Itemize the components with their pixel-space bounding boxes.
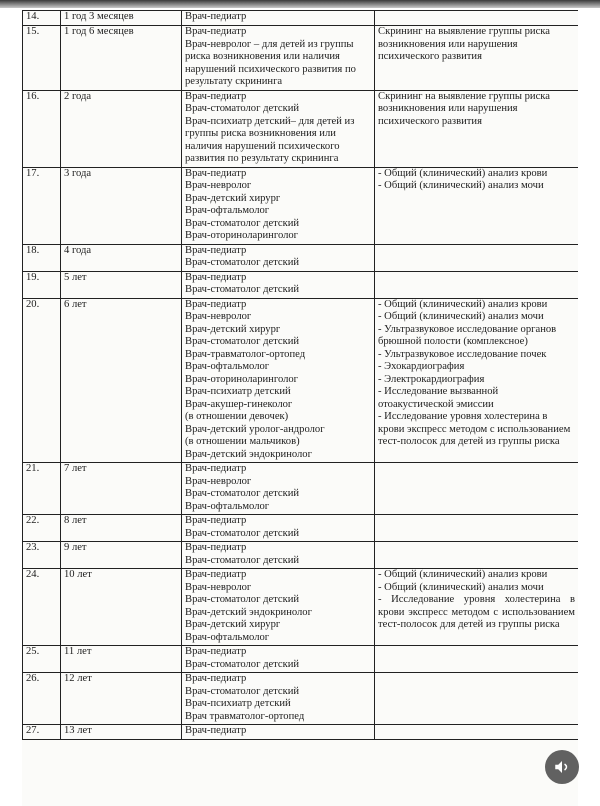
table-row xyxy=(23,11,579,26)
doctors-cell xyxy=(182,646,375,673)
doctor-item: Врач-офтальмолог xyxy=(185,361,270,372)
exams-cell xyxy=(375,167,579,244)
doctor-item: Врач-невролог xyxy=(185,475,252,487)
exam-item: - Ультразвуковое исследование органов брюшной полости (комплексное) xyxy=(378,323,557,347)
row-number: 14. xyxy=(23,11,61,26)
doctors-cell xyxy=(182,542,375,569)
table-row xyxy=(23,646,579,673)
doctor-item: Врач-офтальмолог xyxy=(185,631,270,643)
table-row xyxy=(23,515,579,542)
exam-item: - Общий (клинический) анализ крови xyxy=(378,569,548,580)
doctor-item: Врач-педиатр xyxy=(185,515,247,526)
doctor-item: (в отношении мальчиков) xyxy=(185,436,300,447)
doctor-item: Врач-стоматолог детский xyxy=(185,554,300,566)
doctor-item: Врач-невролог xyxy=(185,180,252,191)
age-cell: 7 лет xyxy=(61,463,182,515)
age-cell: 5 лет xyxy=(61,271,182,298)
doctors-cell xyxy=(182,515,375,542)
row-number: 19. xyxy=(23,271,61,298)
row-number: 26. xyxy=(23,673,61,725)
doctor-item: Врач-стоматолог детский xyxy=(185,685,300,697)
exam-item: Скрининг на выявление группы риска возникновения или нарушения психического развития xyxy=(378,90,550,127)
table-row xyxy=(23,569,579,646)
exams-cell xyxy=(375,569,579,646)
exam-item: - Электрокардиография xyxy=(378,373,485,385)
exam-item: - Общий (клинический) анализ крови xyxy=(378,167,548,179)
doctors-cell xyxy=(182,298,375,463)
exams-cell xyxy=(375,298,579,463)
age-cell: 10 лет xyxy=(61,569,182,646)
row-number: 27. xyxy=(23,725,61,740)
doctor-item: Врач-педиатр xyxy=(185,725,247,736)
table-row xyxy=(23,244,579,271)
doctors-cell xyxy=(182,673,375,725)
row-number: 25. xyxy=(23,646,61,673)
doctors-cell xyxy=(182,26,375,91)
doctors-cell xyxy=(182,11,375,26)
row-number: 24. xyxy=(23,569,61,646)
age-cell: 13 лет xyxy=(61,725,182,740)
doctor-item: Врач-педиатр xyxy=(185,11,247,22)
doctor-item: Врач-детский хирург xyxy=(185,323,281,335)
doctor-item: Врач-невролог xyxy=(185,581,252,593)
doctors-cell xyxy=(182,463,375,515)
doctors-cell xyxy=(182,725,375,740)
table-row xyxy=(23,26,579,91)
document-page xyxy=(22,10,578,806)
doctor-item: Врач-педиатр xyxy=(185,542,247,553)
exams-cell xyxy=(375,725,579,740)
exam-item: - Общий (клинический) анализ мочи xyxy=(378,581,544,593)
doctor-item: Врач травматолог-ортопед xyxy=(185,710,305,722)
doctor-item: Врач-невролог – для детей из группы риска возникновения или наличия нарушений психического развития по результату скрининга xyxy=(185,38,356,87)
table-row xyxy=(23,463,579,515)
age-cell: 2 года xyxy=(61,90,182,167)
age-cell: 11 лет xyxy=(61,646,182,673)
exam-item: - Исследование уровня холестерина в крови экспресс методом с использованием тест-полосок для детей из группы риска xyxy=(378,411,571,447)
table-row xyxy=(23,271,579,298)
audio-toggle-button[interactable] xyxy=(545,750,579,784)
doctor-item: Врач-оториноларинголог xyxy=(185,230,299,241)
doctor-item: Врач-психиатр детский– для детей из группы риска возникновения или наличия нарушений психического развития по результату скрининга xyxy=(185,115,355,164)
exam-item: - Эхокардиография xyxy=(378,361,465,372)
doctors-cell xyxy=(182,90,375,167)
doctor-item: Врач-стоматолог детский xyxy=(185,217,300,229)
row-number: 20. xyxy=(23,298,61,463)
exams-cell xyxy=(375,271,579,298)
doctor-item: Врач-офтальмолог xyxy=(185,500,270,512)
table-row xyxy=(23,167,579,244)
doctor-item: Врач-педиатр xyxy=(185,26,247,37)
age-cell: 9 лет xyxy=(61,542,182,569)
exam-item: - Общий (клинический) анализ мочи xyxy=(378,311,544,322)
exam-item: Скрининг на выявление группы риска возникновения или нарушения психического развития xyxy=(378,26,550,62)
row-number: 16. xyxy=(23,90,61,167)
doctor-item: Врач-травматолог-ортопед xyxy=(185,348,306,360)
age-cell: 4 года xyxy=(61,244,182,271)
doctor-item: Врач-педиатр xyxy=(185,90,247,102)
age-cell: 1 год 6 месяцев xyxy=(61,26,182,91)
doctor-item: Врач-стоматолог детский xyxy=(185,488,300,499)
row-number: 17. xyxy=(23,167,61,244)
doctor-item: Врач-детский эндокринолог xyxy=(185,448,312,460)
exams-cell xyxy=(375,646,579,673)
doctor-item: Врач-педиатр xyxy=(185,167,247,179)
doctor-item: Врач-стоматолог детский xyxy=(185,658,300,670)
row-number: 23. xyxy=(23,542,61,569)
doctor-item: Врач-стоматолог детский xyxy=(185,527,300,539)
doctor-item: Врач-психиатр детский xyxy=(185,386,291,397)
doctor-item: Врач-офтальмолог xyxy=(185,205,270,216)
doctors-cell xyxy=(182,271,375,298)
exams-cell xyxy=(375,542,579,569)
age-cell: 8 лет xyxy=(61,515,182,542)
age-cell: 1 год 3 месяцев xyxy=(61,11,182,26)
doctor-item: Врач-детский эндокринолог xyxy=(185,606,312,618)
age-cell: 3 года xyxy=(61,167,182,244)
doctor-item: Врач-акушер-гинеколог xyxy=(185,398,293,410)
exam-item: - Исследование уровня холестерина в крови экспресс методом с использованием тест-полосок для детей из группы риска xyxy=(378,594,575,630)
doctors-cell xyxy=(182,167,375,244)
table-row xyxy=(23,90,579,167)
table-row xyxy=(23,298,579,463)
doctor-item: Врач-педиатр xyxy=(185,463,247,474)
doctor-item: Врач-педиатр xyxy=(185,271,247,283)
age-cell: 6 лет xyxy=(61,298,182,463)
doctor-item: Врач-стоматолог детский xyxy=(185,336,300,347)
doctor-item: Врач-оториноларинголог xyxy=(185,373,299,385)
doctor-item: (в отношении девочек) xyxy=(185,411,289,422)
exams-cell xyxy=(375,26,579,91)
row-number: 15. xyxy=(23,26,61,91)
exam-item: - Исследование вызванной отоакустической эмиссии xyxy=(378,386,499,410)
doctor-item: Врач-стоматолог детский xyxy=(185,594,300,605)
age-cell: 12 лет xyxy=(61,673,182,725)
checkup-schedule-table xyxy=(22,10,578,740)
exams-cell xyxy=(375,673,579,725)
row-number: 21. xyxy=(23,463,61,515)
doctor-item: Врач-детский хирург xyxy=(185,619,281,630)
doctor-item: Врач-стоматолог детский xyxy=(185,284,300,295)
table-row xyxy=(23,542,579,569)
doctor-item: Врач-детский уролог-андролог xyxy=(185,423,325,435)
doctor-item: Врач-педиатр xyxy=(185,298,247,310)
row-number: 18. xyxy=(23,244,61,271)
top-edge-shadow xyxy=(0,0,600,8)
speaker-icon xyxy=(553,758,571,776)
doctor-item: Врач-детский хирург xyxy=(185,192,281,204)
doctor-item: Врач-педиатр xyxy=(185,673,247,684)
doctor-item: Врач-педиатр xyxy=(185,244,247,256)
exam-item: - Общий (клинический) анализ мочи xyxy=(378,180,544,191)
exams-cell xyxy=(375,463,579,515)
doctors-cell xyxy=(182,569,375,646)
row-number: 22. xyxy=(23,515,61,542)
doctor-item: Врач-невролог xyxy=(185,311,252,322)
table-row xyxy=(23,725,579,740)
doctor-item: Врач-стоматолог детский xyxy=(185,257,300,268)
exam-item: - Ультразвуковое исследование почек xyxy=(378,348,547,360)
exams-cell xyxy=(375,90,579,167)
doctor-item: Врач-педиатр xyxy=(185,569,247,580)
doctors-cell xyxy=(182,244,375,271)
doctor-item: Врач-стоматолог детский xyxy=(185,103,300,114)
doctor-item: Врач-педиатр xyxy=(185,646,247,657)
table-row xyxy=(23,673,579,725)
exams-cell xyxy=(375,11,579,26)
exam-item: - Общий (клинический) анализ крови xyxy=(378,298,548,310)
exams-cell xyxy=(375,244,579,271)
exams-cell xyxy=(375,515,579,542)
doctor-item: Врач-психиатр детский xyxy=(185,698,291,709)
